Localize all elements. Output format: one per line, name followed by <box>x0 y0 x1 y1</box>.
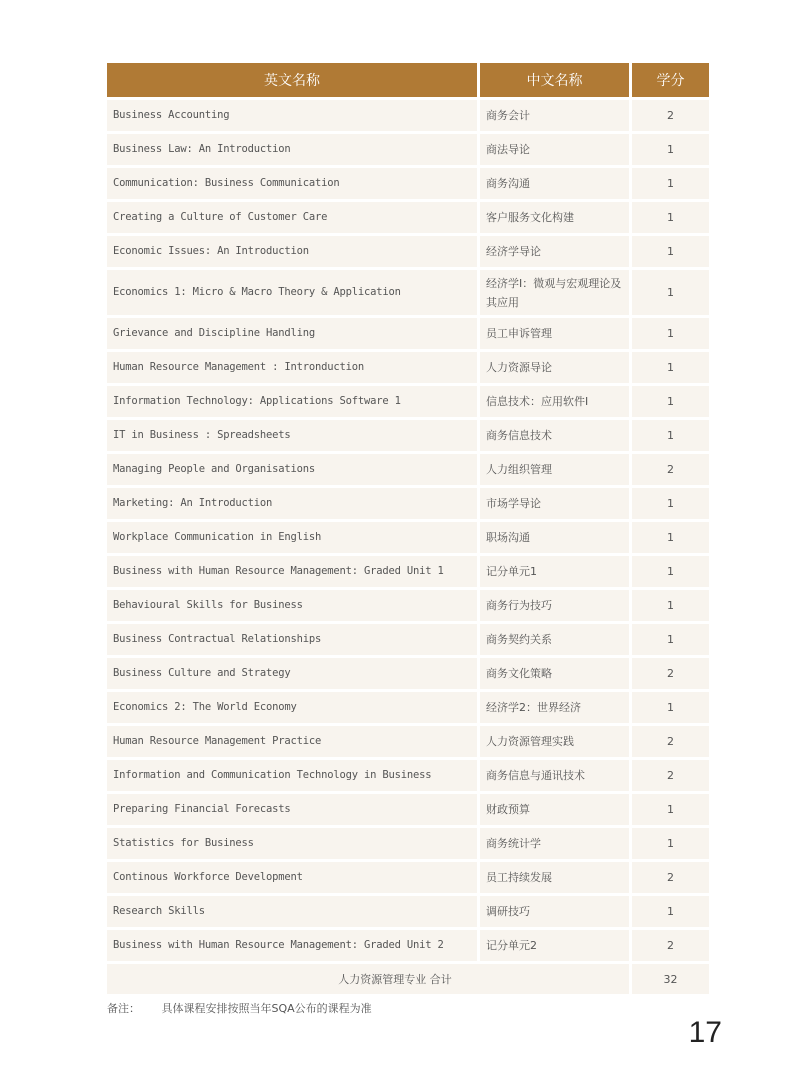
course-credits: 1 <box>632 624 709 655</box>
course-chinese-name: 经济学I：微观与宏观理论及其应用 <box>480 270 632 315</box>
table-row <box>107 760 709 791</box>
table-row <box>107 488 709 519</box>
course-chinese-name: 记分单元1 <box>480 556 632 587</box>
course-chinese-name: 记分单元2 <box>480 930 632 961</box>
course-chinese-name: 客户服务文化构建 <box>480 202 632 233</box>
course-english-name: IT in Business : Spreadsheets <box>107 420 480 451</box>
course-english-name: Information and Communication Technology in Business <box>107 760 480 791</box>
course-english-name: Human Resource Management : Intronduction <box>107 352 480 383</box>
course-english-name: Preparing Financial Forecasts <box>107 794 480 825</box>
course-chinese-name: 员工申诉管理 <box>480 318 632 349</box>
course-chinese-name: 商务契约关系 <box>480 624 632 655</box>
course-chinese-name: 商务行为技巧 <box>480 590 632 621</box>
course-credits: 1 <box>632 896 709 927</box>
course-credits: 1 <box>632 202 709 233</box>
course-english-name: Behavioural Skills for Business <box>107 590 480 621</box>
footnote-text: 具体课程安排按照当年SQA公布的课程为准 <box>161 1002 372 1015</box>
course-english-name: Communication: Business Communication <box>107 168 480 199</box>
table-row <box>107 896 709 927</box>
course-credits: 2 <box>632 930 709 961</box>
course-english-name: Research Skills <box>107 896 480 927</box>
total-credits: 32 <box>632 964 709 994</box>
table-row <box>107 352 709 383</box>
table-row <box>107 726 709 757</box>
course-english-name: Statistics for Business <box>107 828 480 859</box>
table-row <box>107 202 709 233</box>
header-english-name: 英文名称 <box>107 63 480 97</box>
course-table-body <box>107 100 709 994</box>
table-row <box>107 100 709 131</box>
table-header-row <box>107 63 709 97</box>
course-credits: 1 <box>632 420 709 451</box>
course-credits: 1 <box>632 794 709 825</box>
course-chinese-name: 职场沟通 <box>480 522 632 553</box>
table-row <box>107 590 709 621</box>
table-row <box>107 692 709 723</box>
course-chinese-name: 人力组织管理 <box>480 454 632 485</box>
course-credits: 1 <box>632 828 709 859</box>
course-english-name: Grievance and Discipline Handling <box>107 318 480 349</box>
course-english-name: Business Culture and Strategy <box>107 658 480 689</box>
course-chinese-name: 商务文化策略 <box>480 658 632 689</box>
course-english-name: Economic Issues: An Introduction <box>107 236 480 267</box>
course-credits: 2 <box>632 726 709 757</box>
course-chinese-name: 调研技巧 <box>480 896 632 927</box>
table-row <box>107 658 709 689</box>
course-credits: 1 <box>632 590 709 621</box>
table-row <box>107 624 709 655</box>
table-row <box>107 522 709 553</box>
course-english-name: Business with Human Resource Management: Graded Unit 1 <box>107 556 480 587</box>
table-row <box>107 236 709 267</box>
page-number: 17 <box>688 1016 722 1049</box>
course-english-name: Creating a Culture of Customer Care <box>107 202 480 233</box>
table-row <box>107 318 709 349</box>
course-chinese-name: 商务统计学 <box>480 828 632 859</box>
total-label: 人力资源管理专业 合计 <box>107 964 632 994</box>
course-credits: 2 <box>632 862 709 893</box>
table-row <box>107 134 709 165</box>
course-english-name: Human Resource Management Practice <box>107 726 480 757</box>
course-credits: 1 <box>632 168 709 199</box>
course-credits: 1 <box>632 692 709 723</box>
course-chinese-name: 商务会计 <box>480 100 632 131</box>
table-row <box>107 556 709 587</box>
course-credits: 2 <box>632 100 709 131</box>
course-chinese-name: 人力资源导论 <box>480 352 632 383</box>
course-english-name: Business with Human Resource Management: Graded Unit 2 <box>107 930 480 961</box>
course-credits: 2 <box>632 454 709 485</box>
course-chinese-name: 市场学导论 <box>480 488 632 519</box>
course-credits: 1 <box>632 556 709 587</box>
table-row <box>107 386 709 417</box>
course-english-name: Economics 1: Micro & Macro Theory & Application <box>107 270 480 315</box>
course-credits: 1 <box>632 488 709 519</box>
course-credits: 1 <box>632 522 709 553</box>
course-english-name: Managing People and Organisations <box>107 454 480 485</box>
table-row <box>107 828 709 859</box>
course-table <box>107 60 709 997</box>
course-chinese-name: 商务沟通 <box>480 168 632 199</box>
table-row <box>107 168 709 199</box>
header-credits: 学分 <box>632 63 709 97</box>
course-english-name: Workplace Communication in English <box>107 522 480 553</box>
course-credits: 1 <box>632 236 709 267</box>
course-english-name: Marketing: An Introduction <box>107 488 480 519</box>
table-row <box>107 930 709 961</box>
table-row <box>107 270 709 315</box>
total-row <box>107 964 709 994</box>
course-english-name: Business Contractual Relationships <box>107 624 480 655</box>
header-chinese-name: 中文名称 <box>480 63 632 97</box>
course-chinese-name: 商法导论 <box>480 134 632 165</box>
course-chinese-name: 财政预算 <box>480 794 632 825</box>
course-credits: 2 <box>632 658 709 689</box>
course-chinese-name: 人力资源管理实践 <box>480 726 632 757</box>
course-english-name: Business Accounting <box>107 100 480 131</box>
course-english-name: Economics 2: The World Economy <box>107 692 480 723</box>
table-row <box>107 454 709 485</box>
course-credits: 1 <box>632 352 709 383</box>
course-credits: 1 <box>632 134 709 165</box>
course-english-name: Information Technology: Applications Software 1 <box>107 386 480 417</box>
course-chinese-name: 员工持续发展 <box>480 862 632 893</box>
course-credits: 1 <box>632 386 709 417</box>
footnote <box>107 1000 372 1016</box>
course-credits: 2 <box>632 760 709 791</box>
table-row <box>107 794 709 825</box>
course-credits: 1 <box>632 270 709 315</box>
course-chinese-name: 商务信息技术 <box>480 420 632 451</box>
course-chinese-name: 商务信息与通讯技术 <box>480 760 632 791</box>
course-chinese-name: 经济学导论 <box>480 236 632 267</box>
course-english-name: Continous Workforce Development <box>107 862 480 893</box>
footnote-label: 备注： <box>107 1002 140 1015</box>
table-row <box>107 862 709 893</box>
course-chinese-name: 信息技术：应用软件I <box>480 386 632 417</box>
table-row <box>107 420 709 451</box>
course-chinese-name: 经济学2：世界经济 <box>480 692 632 723</box>
course-credits: 1 <box>632 318 709 349</box>
course-english-name: Business Law: An Introduction <box>107 134 480 165</box>
